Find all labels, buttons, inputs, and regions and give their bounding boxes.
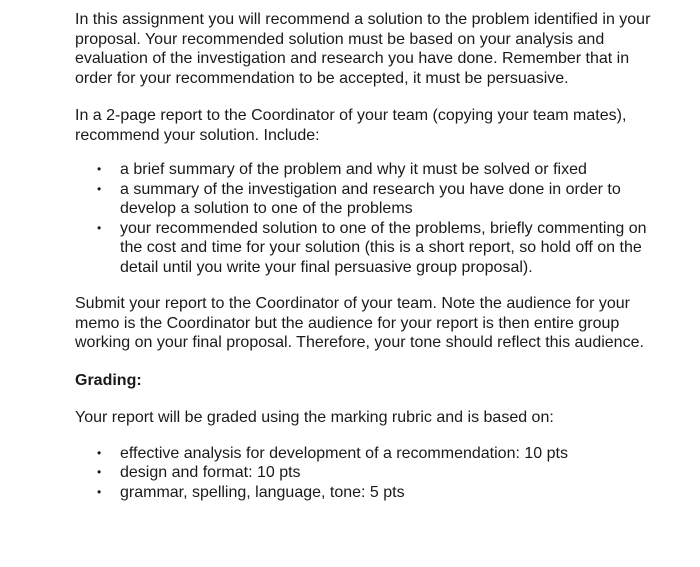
intro-paragraph: In this assignment you will recommend a solution to the problem identified in your proposal. Your recommended solution must be based on your analysis and evaluation of the investigation and research you have done. Remember that in order for your recommendation to be accepted, it must be persuasive.	[75, 11, 651, 87]
list-item: • your recommended solution to one of the problems, briefly commenting on the cost and time for your solution (this is a short report, so hold off on the detail until you write your final persuasive group proposal).	[75, 219, 660, 278]
list-item: • grammar, spelling, language, tone: 5 pts	[75, 483, 660, 503]
include-list	[75, 160, 660, 277]
submit-paragraph: Submit your report to the Coordinator of your team. Note the audience for your memo is the Coordinator but the audience for your report is then entire group working on your final proposal. Therefore, your tone should reflect this audience.	[75, 295, 644, 351]
grading-heading: Grading:	[75, 371, 142, 389]
list-item: • a summary of the investigation and research you have done in order to develop a solution to one of the problems	[75, 180, 660, 219]
list-item: • design and format: 10 pts	[75, 463, 660, 483]
grading-intro: Your report will be graded using the marking rubric and is based on:	[75, 409, 554, 426]
grading-list	[75, 444, 660, 503]
list-item: • effective analysis for development of a recommendation: 10 pts	[75, 444, 660, 464]
list-item: • a brief summary of the problem and why it must be solved or fixed	[75, 160, 660, 180]
instructions-paragraph: In a 2-page report to the Coordinator of your team (copying your team mates), recommend your solution. Include:	[75, 107, 627, 144]
